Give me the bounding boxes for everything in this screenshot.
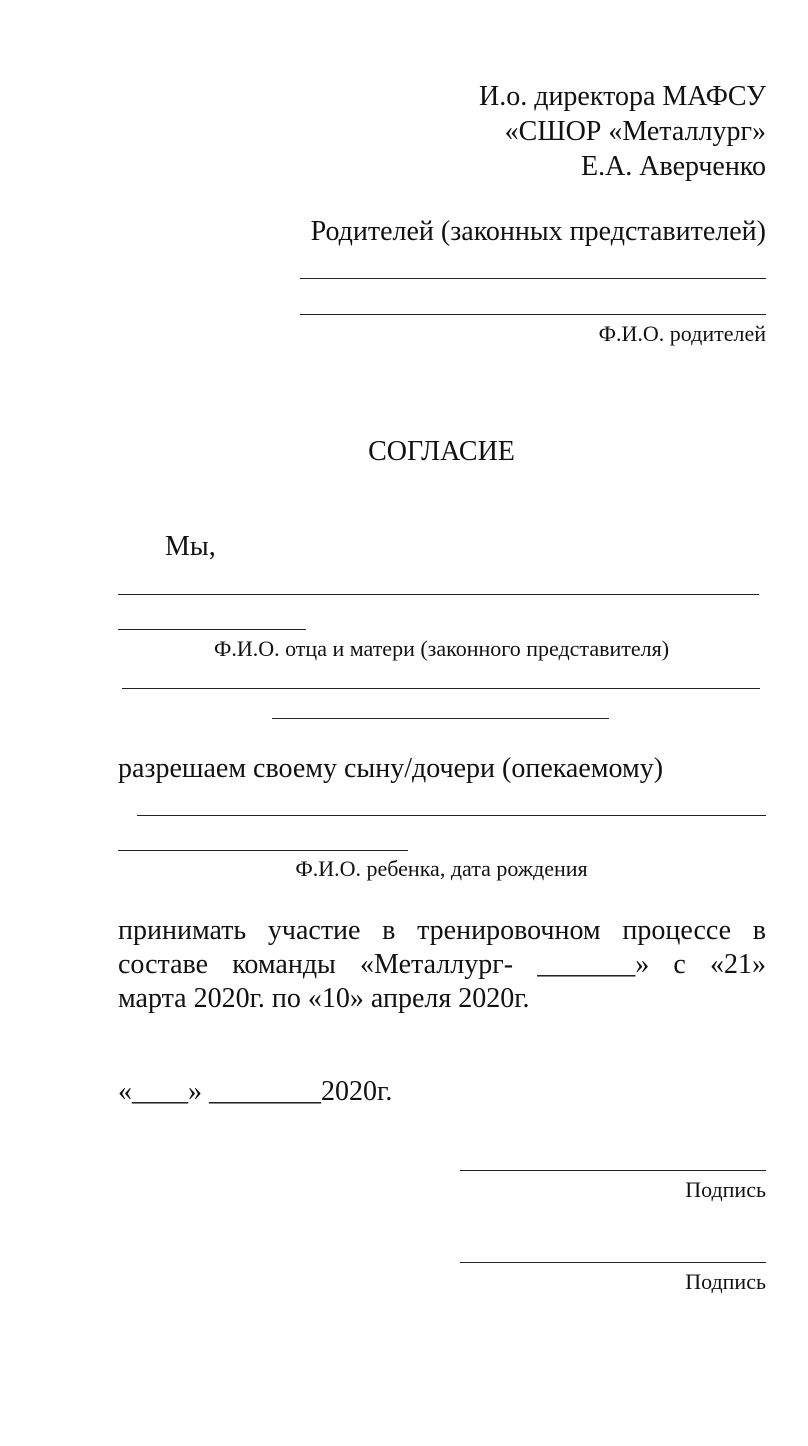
permit-text: разрешаем своему сыну/дочери (опекаемому) bbox=[118, 753, 664, 784]
parents-extra-line-2 bbox=[272, 718, 609, 719]
parents-extra-line-1 bbox=[122, 688, 760, 689]
addressee-line-2: «СШОР «Металлург» bbox=[504, 116, 766, 147]
parents-full-name-line-1 bbox=[118, 594, 759, 595]
signature-line-2 bbox=[460, 1262, 766, 1263]
child-name-line-1 bbox=[137, 815, 766, 816]
date-line: «____» ________2020г. bbox=[118, 1076, 393, 1107]
paragraph-line-1: принимать участие в тренировочном процессе в bbox=[118, 915, 766, 946]
parents-full-name-line-2 bbox=[118, 629, 306, 630]
paragraph-line-2: составе команды «Металлург- _______» с «21» bbox=[118, 949, 766, 980]
signature-label-1: Подпись bbox=[685, 1177, 766, 1202]
addressee-line-1: И.о. директора МАФСУ bbox=[478, 81, 766, 112]
signature-line-1 bbox=[460, 1170, 766, 1171]
parents-caption: Ф.И.О. родителей bbox=[598, 321, 766, 346]
parents-name-line-1 bbox=[300, 278, 766, 279]
parents-name-line-2 bbox=[300, 314, 766, 315]
child-name-line-2 bbox=[118, 850, 408, 851]
document-title: СОГЛАСИЕ bbox=[368, 436, 515, 467]
paragraph-line-3: марта 2020г. по «10» апреля 2020г. bbox=[118, 983, 530, 1014]
we-label: Мы, bbox=[165, 531, 216, 562]
from-label: Родителей (законных представителей) bbox=[310, 216, 766, 247]
child-caption: Ф.И.О. ребенка, дата рождения bbox=[295, 856, 588, 881]
parents-full-caption: Ф.И.О. отца и матери (законного представителя) bbox=[213, 636, 670, 661]
signature-label-2: Подпись bbox=[685, 1269, 766, 1294]
addressee-line-3: Е.А. Аверченко bbox=[580, 151, 766, 182]
